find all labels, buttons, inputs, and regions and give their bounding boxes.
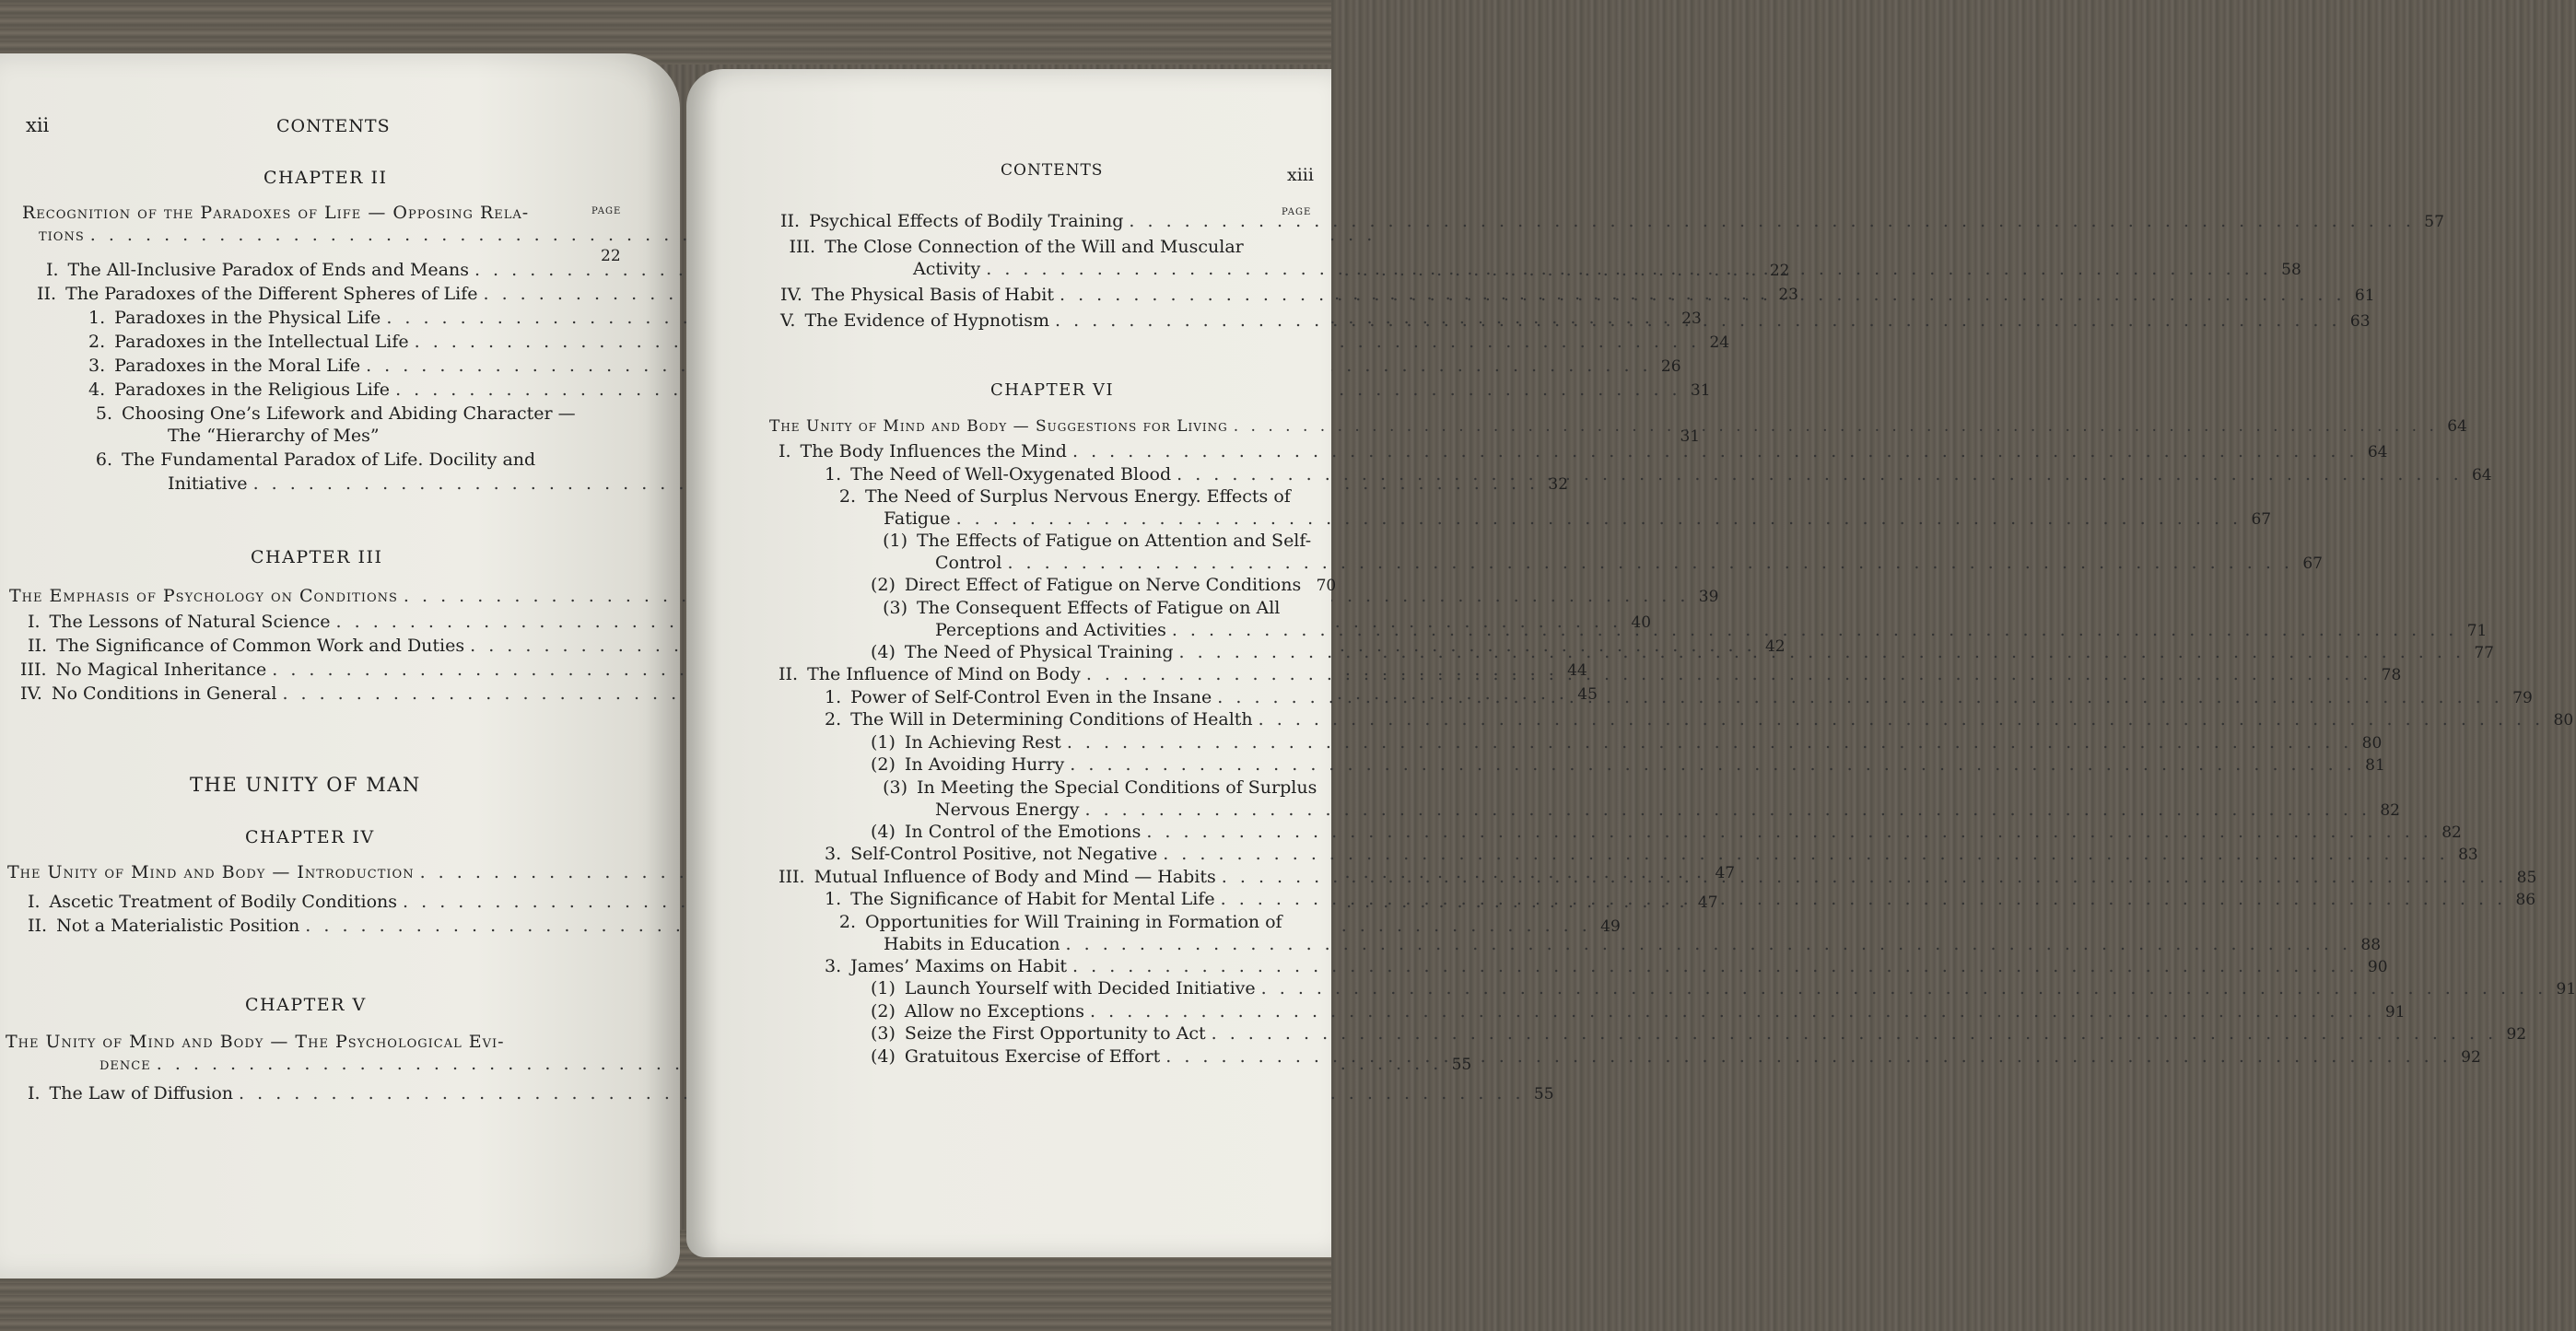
toc-entry: 1. Power of Self-Control Even in the Insane . . . 79 — [825, 687, 1322, 707]
toc-entry: II. The Influence of Mind on Body . . . 78 — [779, 664, 1322, 684]
toc-entry: III. No Magical Inheritance . . . 44 — [20, 660, 626, 680]
chapter-5-title-line2: dence . . . 55 — [100, 1054, 626, 1074]
toc-entry: 1. The Need of Well-Oxygenated Blood . . . 64 — [825, 464, 1322, 485]
toc-entry: II. The Significance of Common Work and Duties . . . 42 — [28, 636, 626, 656]
chapter-4-heading: CHAPTER IV — [245, 827, 375, 847]
chapter-6-heading: CHAPTER VI — [990, 380, 1115, 400]
page-column-label: PAGE — [591, 206, 622, 216]
toc-entry: II. Psychical Effects of Bodily Training . . . 57 — [780, 211, 1322, 231]
toc-entry: 2. The Need of Surplus Nervous Energy. Effects of — [838, 486, 1291, 507]
chapter-2-heading: CHAPTER II — [263, 168, 388, 188]
toc-entry: (4) In Control of the Emotions . . . 82 — [871, 822, 1322, 842]
toc-entry: II. Not a Materialistic Position . . . 49 — [28, 916, 626, 936]
toc-entry: 4. Paradoxes in the Religious Life . . . 31 — [88, 379, 626, 400]
toc-entry: (2) Direct Effect of Fatigue on Nerve Conditions 70 — [871, 575, 1337, 595]
toc-entry-continuation: Nervous Energy . . . 82 — [935, 800, 1322, 820]
chapter-6-title: The Unity of Mind and Body — Suggestions for Living . . . 64 — [769, 417, 1322, 436]
toc-entry: I. The Body Influences the Mind . . . 64 — [779, 441, 1322, 461]
toc-entry: (3) In Meeting the Special Conditions of Surplus — [883, 776, 1317, 798]
toc-entry: 2. The Will in Determining Conditions of Health . . . 80 — [825, 709, 1322, 730]
page-column-label: PAGE — [1282, 207, 1312, 217]
toc-entry: (3) The Consequent Effects of Fatigue on All — [883, 597, 1281, 618]
toc-entry-continuation: Fatigue . . . 67 — [884, 508, 1322, 529]
toc-entry: 3. Paradoxes in the Moral Life . . . 26 — [88, 356, 626, 376]
toc-entry: IV. No Conditions in General . . . 45 — [20, 683, 626, 704]
toc-entry: IV. The Physical Basis of Habit . . . 61 — [780, 285, 1322, 305]
chapter-2-title-line1: Recognition of the Paradoxes of Life — Opposing Rela- — [22, 203, 530, 223]
toc-entry: 3. Self-Control Positive, not Negative . . . 83 — [825, 844, 1322, 864]
toc-entry-continuation: Perceptions and Activities . . . 71 — [935, 620, 1322, 640]
toc-entry-continuation: Activity . . . 58 — [913, 259, 1322, 279]
toc-entry: I. The Lessons of Natural Science . . . 40 — [28, 612, 626, 632]
toc-entry: 1. The Significance of Habit for Mental Life . . . 86 — [825, 889, 1322, 909]
toc-entry: (2) Allow no Exceptions . . . 91 — [871, 1001, 1322, 1022]
toc-entry: II. The Paradoxes of the Different Spheres of Life . . . 23 — [37, 284, 626, 304]
chapter-3-heading: CHAPTER III — [251, 547, 383, 567]
toc-entry: (4) Gratuitous Exercise of Effort . . . 92 — [871, 1046, 1322, 1067]
toc-entry-continuation: Initiative . . . 32 — [168, 473, 626, 494]
toc-entry: V. The Evidence of Hypnotism . . . 63 — [780, 310, 1322, 331]
right-running-head: CONTENTS — [1001, 161, 1104, 180]
chapter-5-title-line1: The Unity of Mind and Body — The Psychological Evi- — [6, 1032, 505, 1052]
left-folio: xii — [26, 114, 50, 136]
right-folio: xiii — [1287, 165, 1314, 185]
toc-entry: I. The All-Inclusive Paradox of Ends and Means . . . 22 — [46, 260, 626, 280]
toc-entry: 5. Choosing One’s Lifework and Abiding Character — — [95, 403, 576, 424]
toc-entry: III. Mutual Influence of Body and Mind — Habits . . . 85 — [779, 867, 1322, 887]
toc-entry: 2. Opportunities for Will Training in Formation of — [838, 911, 1282, 932]
left-running-head: CONTENTS — [276, 116, 391, 136]
toc-entry-continuation: The “Hierarchy of Mes” 31 — [168, 426, 1701, 446]
toc-entry: (1) In Achieving Rest . . . 80 — [871, 732, 1322, 753]
toc-entry: (3) Seize the First Opportunity to Act . . . 92 — [871, 1023, 1322, 1044]
toc-entry: III. The Close Connection of the Will and Muscular — [789, 237, 1244, 257]
toc-entry: I. The Law of Diffusion . . . 55 — [28, 1083, 626, 1103]
toc-entry-continuation: Control . . . 67 — [935, 553, 1322, 573]
chapter-5-heading: CHAPTER V — [245, 995, 367, 1015]
chapter-4-title: The Unity of Mind and Body — Introduction . . . 47 — [7, 862, 626, 882]
toc-entry: 2. Paradoxes in the Intellectual Life . . . 24 — [88, 332, 626, 352]
toc-entry: (1) The Effects of Fatigue on Attention and Self- — [883, 531, 1312, 551]
toc-entry: 3. James’ Maxims on Habit . . . 90 — [825, 956, 1322, 976]
toc-entry: (2) In Avoiding Hurry . . . 81 — [871, 754, 1322, 775]
toc-entry: 6. The Fundamental Paradox of Life. Docility and — [95, 450, 536, 470]
toc-entry-continuation: Habits in Education . . . 88 — [884, 934, 1322, 954]
toc-entry: 1. Paradoxes in the Physical Life . . . 23 — [88, 308, 626, 328]
part-title: THE UNITY OF MAN — [190, 774, 421, 796]
toc-entry: I. Ascetic Treatment of Bodily Conditions . . . 47 — [28, 892, 626, 912]
chapter-2-title-page: 22 — [601, 247, 621, 265]
chapter-3-title: The Emphasis of Psychology on Conditions . . . 39 — [9, 586, 626, 606]
chapter-2-title-line2: tions . . . — [39, 225, 626, 245]
toc-entry: (4) The Need of Physical Training . . . 77 — [871, 642, 1322, 662]
toc-entry: (1) Launch Yourself with Decided Initiative . . . 91 — [871, 978, 1322, 998]
